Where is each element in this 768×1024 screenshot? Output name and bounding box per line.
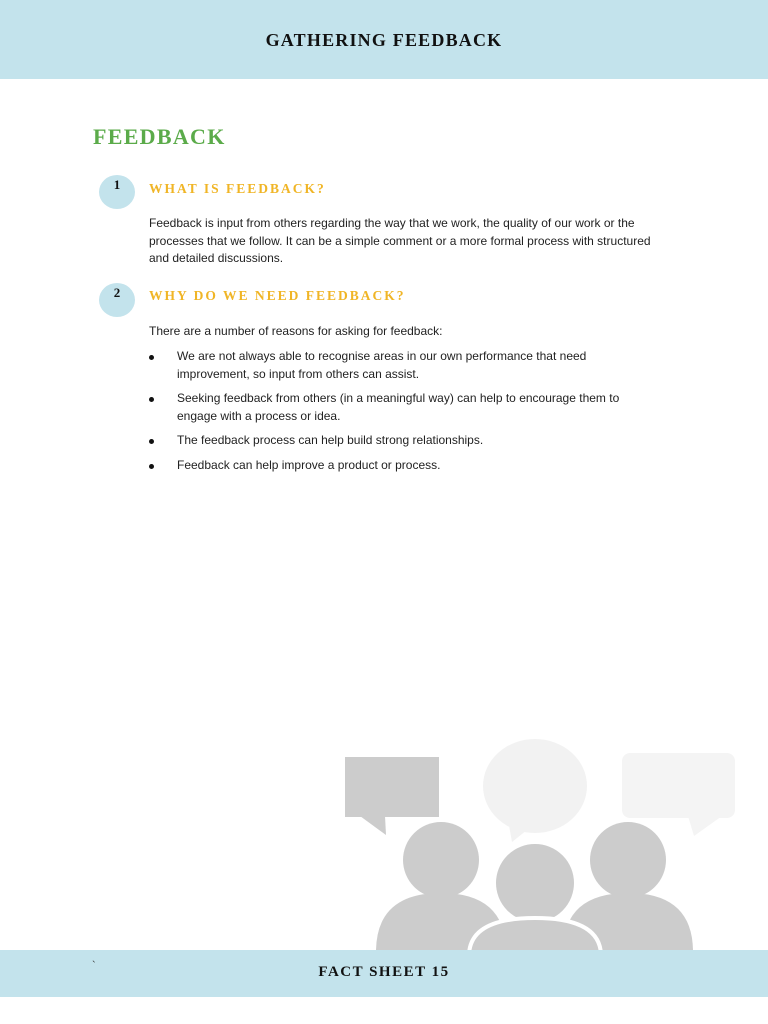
- section-number: 1: [113, 177, 121, 192]
- section-heading: WHAT IS FEEDBACK?: [149, 181, 326, 196]
- section-intro: There are a number of reasons for asking for feedback:: [149, 324, 443, 338]
- footer-mark: `: [92, 960, 96, 972]
- speech-bubble-icon: [622, 753, 735, 836]
- list-item-text: Feedback can help improve a product or process.: [177, 457, 441, 472]
- section-number: 2: [113, 285, 121, 300]
- footer-banner: [0, 950, 768, 997]
- header-title: GATHERING FEEDBACK: [265, 30, 503, 50]
- footer-title: FACT SHEET 15: [318, 964, 450, 980]
- section-paragraph: Feedback is input from others regarding the way that we work, the quality of our work or the processes that we follow. It can be a simple comment or a more formal process with structured and detailed discussions.: [149, 216, 651, 265]
- people-group-icon: [376, 822, 693, 956]
- speech-bubble-icon: [345, 757, 439, 835]
- section-heading: WHY DO WE NEED FEEDBACK?: [149, 288, 406, 303]
- speech-bubble-icon: [483, 739, 587, 842]
- page-title: FEEDBACK: [93, 124, 226, 149]
- list-item-text: We are not always able to recognise areas in our own performance that need improvement, so input from others can assist.: [177, 349, 587, 381]
- list-item-text: The feedback process can help build strong relationships.: [177, 433, 484, 447]
- list-item-text: Seeking feedback from others (in a meaningful way) can help to encourage them to engage with a process or idea.: [177, 391, 620, 423]
